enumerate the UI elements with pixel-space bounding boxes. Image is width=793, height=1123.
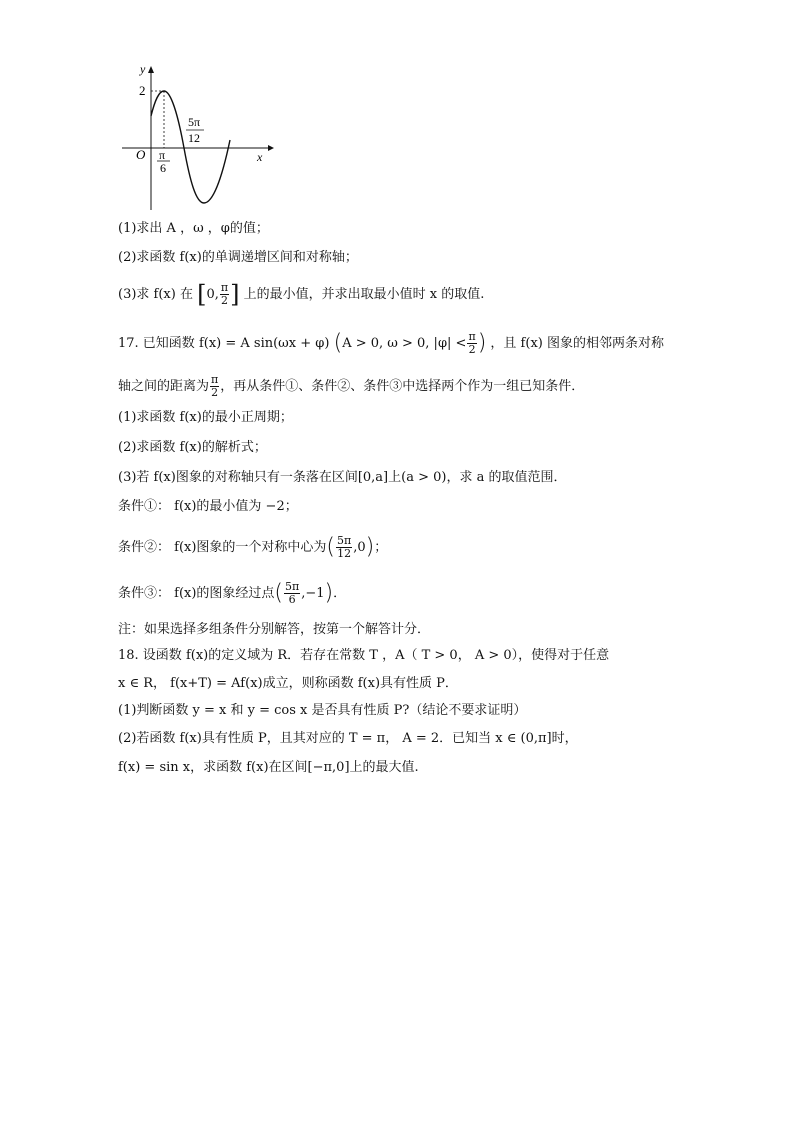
q18-stem-line2: x ∈ R， f(x+T) = Af(x)成立，则称函数 f(x)具有性质 P． [118,676,458,691]
max-value-label: 2 [139,83,146,98]
pi-over-6-num: π [159,148,166,162]
q17-note: 注：如果选择多组条件分别解答，按第一个解答计分． [118,622,431,637]
five-pi-over-12-num: 5π [188,115,201,129]
sine-curve [151,91,230,203]
q17-stem-line2 [118,374,584,399]
q16-part2: (2)求函数 f(x)的单调递增区间和对称轴； [118,250,358,265]
q17-part1: (1)求函数 f(x)的最小正周期； [118,410,293,425]
paren-right: ) [324,580,334,606]
q17-condition3-end: ． [333,586,347,601]
q16-part3-pi-over-2: $\frac{\pi}{2}$ [220,281,229,307]
q16-part3-text-a: (3)求 f(x) 在 [118,287,193,302]
q16-part3 [118,282,484,307]
q17-stem-cond: A > 0, ω > 0, |φ| < [342,336,467,351]
q18-stem-line1: 18. 设函数 f(x)的定义域为 R．若存在常数 T ，A（ T > 0， A > 0），使得对于任意 [118,648,610,663]
q16-part1: (1)求出 A ，ω ，φ的值； [118,221,269,236]
q17-part2: (2)求函数 f(x)的解析式； [118,440,267,455]
q17-stem-pi-over-2: $\frac{\pi}{2}$ [468,330,476,356]
paren-right: ) [365,534,375,560]
sine-graph-figure [118,60,278,215]
x-axis-arrow [268,145,274,151]
q17-stem-b: ，且 f(x) 图象的相邻两条对称 [490,336,664,351]
q17-condition3-frac: $\frac{5\pi}{6}$ [285,580,300,606]
q17-condition3-minus-one: ,−1 [301,586,325,601]
q17-condition2 [118,535,387,560]
y-axis-arrow [148,66,154,73]
origin-label: O [136,147,146,162]
q17-condition1: 条件①： f(x)的最小值为 −2； [118,499,298,514]
q18-part2-line2: f(x) = sin x，求函数 f(x)在区间[−π,0]上的最大值. [118,760,419,775]
bracket-left: [ [197,280,207,309]
paren-left: ( [326,534,336,560]
q17-condition3-text: 条件③： f(x)的图象经过点 [118,586,275,601]
q18-part2-line1: (2)若函数 f(x)具有性质 P，且其对应的 T = π， A = 2．已知当 x ∈ (0,π]时， [118,731,578,746]
x-axis-label: x [257,150,263,164]
paren-left: ( [274,580,284,606]
q17-part3: (3)若 f(x)图象的对称轴只有一条落在区间[0,a]上(a > 0)，求 a 的取值范围． [118,470,567,485]
q17-condition2-frac: $\frac{5\pi}{12}$ [337,534,352,560]
q17-stem-a: 17. 已知函数 f(x) = A sin(ωx + φ) [118,336,330,351]
q17-condition3 [118,581,346,606]
q17-condition2-end: ； [374,540,388,555]
sine-graph [118,60,278,215]
q17-condition2-text: 条件②： f(x)图象的一个对称中心为 [118,540,327,555]
q17-stem-c: 轴之间的距离为 [118,379,210,394]
q17-stem-line1 [118,331,664,356]
bracket-right: ] [230,280,240,309]
q17-condition2-zero: ,0 [353,540,366,555]
q17-stem-d: ，再从条件①、条件②、条件③中选择两个作为一组已知条件． [220,379,585,394]
y-axis-label: y [140,62,146,76]
q16-part3-interval-left: 0, [206,287,219,302]
q18-part1: (1)判断函数 y = x 和 y = cos x 是否具有性质 P?（结论不要求证明） [118,703,527,718]
pi-over-6-den: 6 [160,161,166,175]
q17-distance-pi-over-2: $\frac{\pi}{2}$ [211,373,219,399]
paren-right: ) [477,330,487,356]
q16-part3-text-b: 上的最小值，并求出取最小值时 x 的取值. [243,287,485,302]
five-pi-over-12-den: 12 [188,131,200,145]
paren-left: ( [333,330,343,356]
